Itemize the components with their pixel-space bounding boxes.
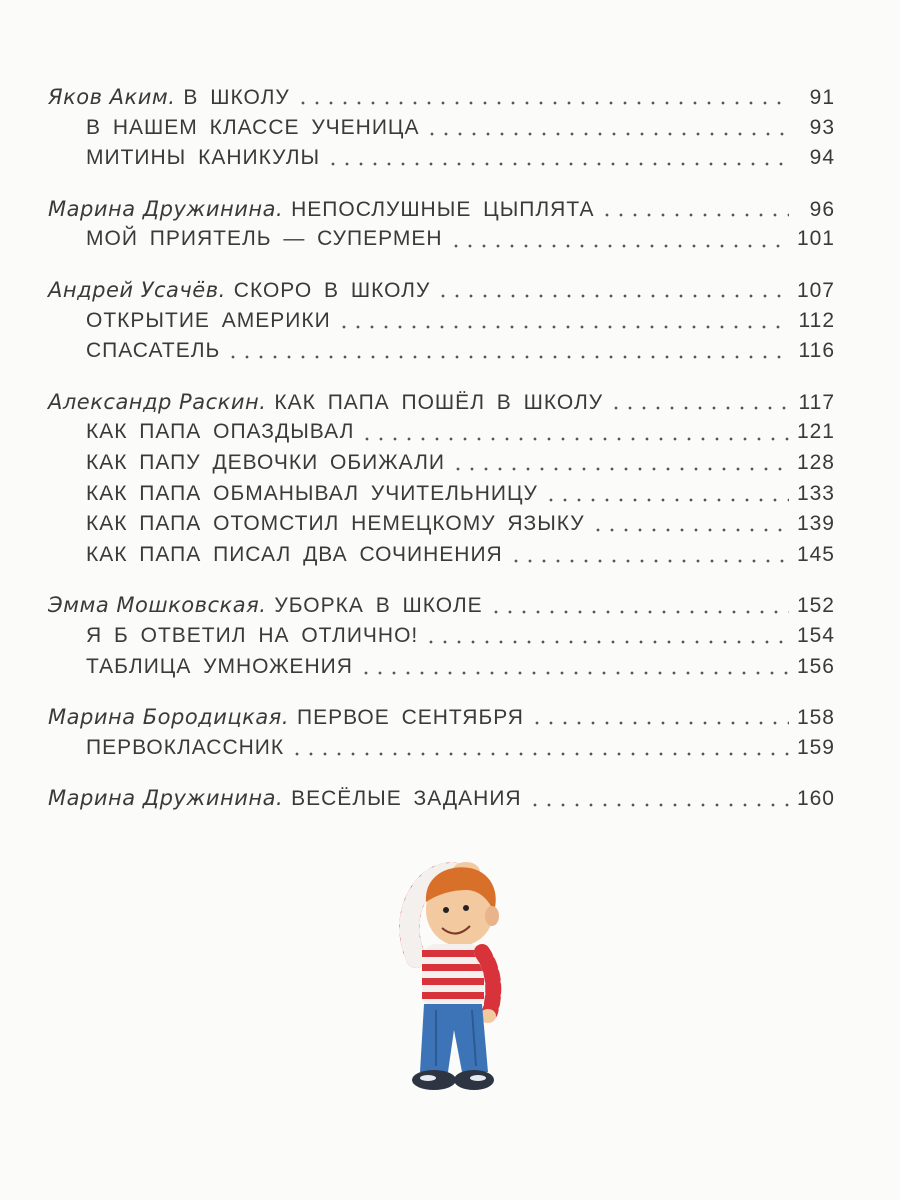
- toc-page-number: 121: [796, 420, 835, 444]
- toc-author-group: [48, 783, 835, 814]
- toc-page-number: 152: [796, 594, 835, 618]
- toc-entry-title: МОЙ ПРИЯТЕЛЬ — СУПЕРМЕН: [86, 227, 443, 251]
- dot-leader: [360, 437, 789, 441]
- toc-entry-title: ВЕСЁЛЫЕ ЗАДАНИЯ: [291, 787, 522, 811]
- dot-leader: [528, 803, 789, 807]
- toc-entry[interactable]: [48, 621, 835, 652]
- toc-author-group: [48, 387, 835, 571]
- toc-entry-title: КАК ПАПУ ДЕВОЧКИ ОБИЖАЛИ: [86, 450, 445, 474]
- dot-leader: [424, 640, 789, 644]
- toc-page-number: 158: [796, 706, 835, 730]
- toc-author-name: Марина Бородицкая.: [48, 705, 289, 730]
- dot-leader: [290, 752, 789, 756]
- toc-author-group: [48, 590, 835, 682]
- toc-entry-title: СКОРО В ШКОЛУ: [233, 278, 431, 302]
- dot-leader: [226, 355, 789, 359]
- toc-page-number: 116: [798, 339, 835, 363]
- toc-entry[interactable]: [48, 590, 835, 621]
- dot-leader: [436, 294, 789, 298]
- toc-entry-title: МИТИНЫ КАНИКУЛЫ: [86, 146, 321, 170]
- toc-entry-title: В ШКОЛУ: [183, 86, 290, 109]
- toc-entry[interactable]: [48, 82, 835, 113]
- toc-entry[interactable]: [48, 479, 835, 510]
- toc-entry[interactable]: [48, 113, 835, 144]
- toc-page-number: 93: [809, 115, 835, 139]
- toc-entry[interactable]: [48, 387, 835, 418]
- dot-leader: [600, 213, 789, 217]
- dot-leader: [425, 132, 789, 136]
- toc-page-number: 107: [796, 278, 835, 302]
- toc-entry[interactable]: [48, 702, 835, 733]
- toc-author-group: [48, 82, 835, 174]
- toc-entry[interactable]: [48, 336, 835, 367]
- toc-entry[interactable]: [48, 652, 835, 683]
- toc-entry[interactable]: [48, 540, 835, 571]
- toc-entry[interactable]: [48, 417, 835, 448]
- toc-entry-title: ОТКРЫТИЕ АМЕРИКИ: [86, 308, 331, 332]
- toc-entry-title: ТАБЛИЦА УМНОЖЕНИЯ: [86, 654, 353, 678]
- toc-entry-title: В НАШЕМ КЛАССЕ УЧЕНИЦА: [86, 115, 420, 139]
- toc-entry[interactable]: [48, 194, 835, 225]
- toc-page-number: 139: [796, 512, 835, 536]
- dot-leader: [337, 325, 789, 329]
- table-of-contents: [48, 82, 835, 834]
- toc-entry-title: КАК ПАПА ОБМАНЫВАЛ УЧИТЕЛЬНИЦУ: [86, 481, 538, 505]
- dot-leader: [509, 559, 789, 563]
- toc-page-number: 91: [809, 86, 835, 109]
- toc-entry[interactable]: [48, 275, 835, 306]
- toc-page-number: 154: [796, 623, 835, 647]
- toc-page-number: 133: [796, 481, 835, 505]
- toc-page-number: 101: [796, 227, 835, 251]
- toc-entry-title: ПЕРВОКЛАССНИК: [86, 735, 285, 759]
- toc-entry[interactable]: [48, 448, 835, 479]
- toc-author-group: [48, 702, 835, 763]
- dot-leader: [489, 610, 789, 614]
- toc-entry-title: ПЕРВОЕ СЕНТЯБРЯ: [297, 706, 524, 730]
- toc-entry-title: КАК ПАПА ПОШЁЛ В ШКОЛУ: [274, 390, 604, 414]
- toc-author-group: [48, 194, 835, 255]
- toc-entry-title: СПАСАТЕЛЬ: [86, 339, 221, 363]
- toc-author-group: [48, 275, 835, 367]
- dot-leader: [449, 244, 789, 248]
- dot-leader: [451, 467, 789, 471]
- toc-page-number: 156: [796, 654, 835, 678]
- toc-page-number: 94: [809, 146, 835, 170]
- toc-entry[interactable]: [48, 306, 835, 337]
- dot-leader: [359, 671, 789, 675]
- toc-page-number: 160: [796, 787, 835, 811]
- toc-page-number: 96: [809, 197, 835, 221]
- dot-leader: [609, 406, 789, 410]
- toc-entry[interactable]: [48, 783, 835, 814]
- toc-entry[interactable]: [48, 224, 835, 255]
- toc-page-number: 128: [796, 450, 835, 474]
- toc-author-name: Марина Дружинина.: [48, 196, 284, 221]
- toc-page-number: 159: [796, 735, 835, 759]
- toc-entry[interactable]: [48, 733, 835, 764]
- boy-scratching-head-illustration: [378, 840, 528, 1100]
- toc-entry-title: КАК ПАПА ОТОМСТИЛ НЕМЕЦКОМУ ЯЗЫКУ: [86, 512, 585, 536]
- toc-entry-title: УБОРКА В ШКОЛЕ: [274, 594, 483, 618]
- dot-leader: [326, 162, 789, 166]
- toc-entry-title: НЕПОСЛУШНЫЕ ЦЫПЛЯТА: [291, 197, 595, 221]
- dot-leader: [591, 528, 789, 532]
- toc-entry[interactable]: [48, 143, 835, 174]
- dot-leader: [296, 101, 789, 105]
- toc-page-number: 145: [796, 542, 835, 566]
- toc-page-number: 117: [798, 390, 835, 414]
- toc-entry-title: КАК ПАПА ОПАЗДЫВАЛ: [86, 420, 355, 444]
- dot-leader: [544, 498, 789, 502]
- toc-author-name: Эмма Мошковская.: [48, 593, 267, 618]
- toc-entry[interactable]: [48, 509, 835, 540]
- dot-leader: [530, 721, 789, 725]
- toc-page-number: 112: [798, 308, 835, 332]
- toc-author-name: Яков Аким.: [48, 85, 176, 109]
- toc-author-name: Александр Раскин.: [48, 389, 267, 414]
- toc-entry-title: Я Б ОТВЕТИЛ НА ОТЛИЧНО!: [86, 623, 419, 647]
- toc-author-name: Андрей Усачёв.: [48, 277, 226, 302]
- toc-author-name: Марина Дружинина.: [48, 786, 284, 811]
- toc-entry-title: КАК ПАПА ПИСАЛ ДВА СОЧИНЕНИЯ: [86, 542, 503, 566]
